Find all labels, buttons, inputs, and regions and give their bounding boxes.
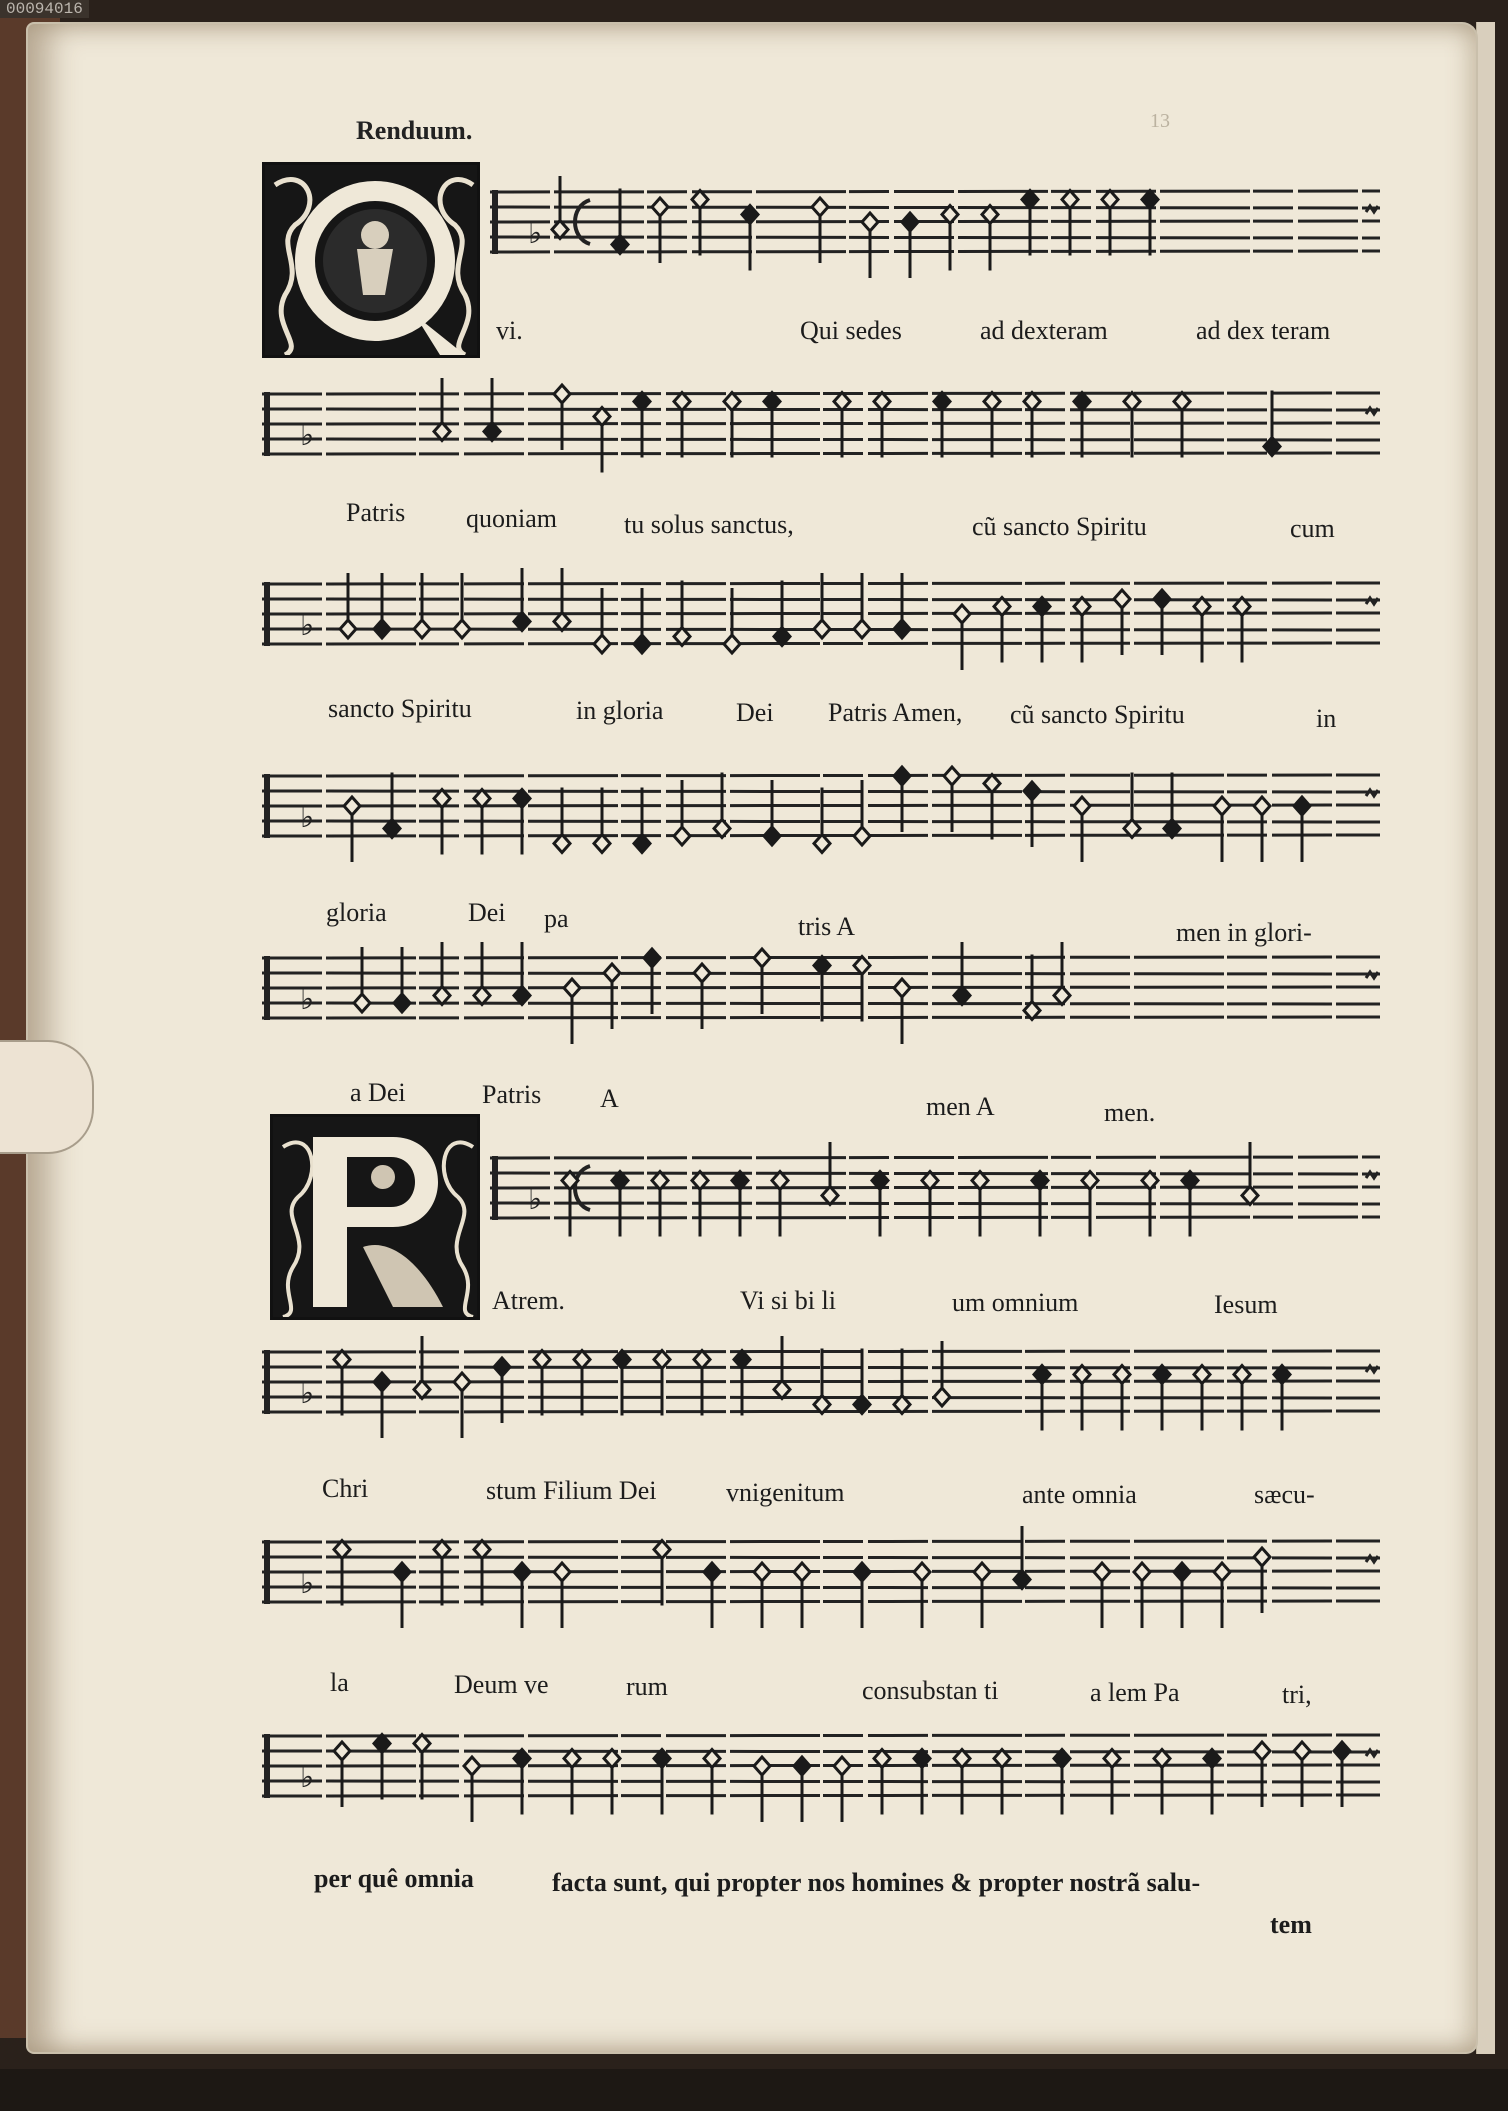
note [394,1563,410,1628]
note [604,964,620,1029]
music-staff [490,1142,1380,1252]
lyric-syllable: a lem Pa [1090,1678,1180,1707]
music-staff [490,176,1380,286]
lyric-syllable: sæcu- [1254,1480,1315,1509]
svg-text:♭: ♭ [528,216,543,251]
svg-text:♭: ♭ [528,1182,543,1217]
lyric-syllable: in gloria [576,696,664,725]
lyric-syllable: Chri [322,1474,369,1503]
note [694,964,710,1029]
note [1022,191,1038,256]
lyric-syllable: cũ sancto Spiritu [1010,700,1185,729]
lyric-syllable: a Dei [350,1078,406,1107]
lyric-syllable: pa [544,904,569,933]
note [1174,393,1190,458]
section-header: Renduum. [356,116,473,145]
note [984,393,1000,458]
note [894,979,910,1044]
note [934,393,950,458]
note [754,1563,770,1628]
music-staff [262,1336,1380,1446]
note [794,1563,810,1628]
note [974,1563,990,1628]
page-edge [1476,22,1495,2054]
lyric-syllable: rum [626,1672,668,1701]
svg-text:♭: ♭ [300,1376,315,1411]
svg-text:♭: ♭ [300,608,315,643]
note [704,1563,720,1628]
folio-number: 13 [1150,110,1170,132]
note [874,393,890,458]
note [754,1757,770,1822]
lyric-syllable: consubstan ti [862,1676,999,1705]
note [1074,797,1090,862]
note [812,198,828,263]
decorated-initial-p-icon [270,1114,480,1320]
lyric-syllable: Dei [468,898,506,927]
note [954,605,970,670]
note [564,979,580,1044]
lyric-syllable: tris A [798,912,856,941]
note [724,588,740,653]
lyric-syllable: tri, [1282,1680,1312,1709]
note [1254,1548,1270,1613]
note [862,213,878,278]
note [1254,797,1270,862]
lyric-syllable: vnigenitum [726,1478,845,1507]
lyric-syllable: per quê omnia [314,1864,474,1893]
lyric-syllable: men in glori- [1176,918,1312,947]
lyric-syllable: ad dexteram [980,316,1108,345]
svg-text:♭: ♭ [300,1566,315,1601]
svg-text:♭: ♭ [300,1760,315,1795]
note [1254,1742,1270,1807]
note [984,775,1000,840]
note [1024,782,1040,847]
note [464,1757,480,1822]
note [1154,590,1170,655]
note [634,588,650,653]
note [674,780,690,845]
note [1214,1563,1230,1628]
note [854,957,870,1022]
decorated-initial-q-icon [262,162,480,358]
note [1074,393,1090,458]
note [514,1563,530,1628]
lyric-syllable: vi. [496,316,523,345]
page-tab[interactable] [0,1040,94,1154]
lyric-syllable: tu solus sanctus, [624,510,794,539]
note [794,1757,810,1822]
note [1174,1563,1190,1628]
lyric-syllable: cum [1290,514,1335,543]
note [1214,797,1230,862]
music-staff [262,378,1380,488]
note [834,1757,850,1822]
lyric-syllable: gloria [326,898,387,927]
lyric-syllable: men A [926,1092,995,1121]
note [1024,393,1040,458]
note [374,1373,390,1438]
music-staff [262,760,1380,870]
svg-text:♭: ♭ [300,418,315,453]
scan-background [0,2069,1508,2111]
note [1134,1563,1150,1628]
note [1114,590,1130,655]
music-staff [262,1526,1380,1636]
lyric-syllable: ad dex teram [1196,316,1331,345]
lyric-syllable: Patris [482,1080,542,1109]
note [1294,797,1310,862]
music-staff [262,942,1380,1052]
lyric-syllable: sancto Spiritu [328,694,472,723]
lyric-syllable: men. [1104,1098,1156,1127]
scan-id: 00094016 [0,0,89,18]
lyric-syllable: tem [1270,1910,1312,1939]
note [1294,1742,1310,1807]
lyric-syllable: Patris Amen, [828,698,963,727]
note [594,588,610,653]
lyric-syllable: A [600,1084,619,1113]
note [1142,191,1158,256]
music-staff [262,1720,1380,1830]
music-staff [262,568,1380,678]
lyric-syllable: Dei [736,698,774,727]
note [1334,1742,1350,1807]
lyric-syllable: cũ sancto Spiritu [972,512,1147,541]
lyric-syllable: um omnium [952,1288,1079,1317]
note [902,213,918,278]
lyric-syllable: Iesum [1214,1290,1278,1319]
lyric-syllable: stum Filium Dei [486,1476,657,1505]
note [344,797,360,862]
note [554,1563,570,1628]
lyric-syllable: Patris [346,498,406,527]
note [454,1373,470,1438]
svg-text:♭: ♭ [300,982,315,1017]
lyric-syllable: la [330,1668,349,1697]
note [834,393,850,458]
lyric-syllable: in [1316,704,1337,733]
note [914,1563,930,1628]
lyric-syllable: Qui sedes [800,316,902,345]
lyric-syllable: quoniam [466,504,557,533]
note [854,780,870,845]
lyric-syllable: ante omnia [1022,1480,1137,1509]
note [764,780,780,845]
note [1062,191,1078,256]
svg-text:♭: ♭ [300,800,315,835]
note [854,1563,870,1628]
note [1102,191,1118,256]
note [1094,1563,1110,1628]
note [1124,393,1140,458]
lyric-syllable: Deum ve [454,1670,549,1699]
lyric-syllable: Atrem. [492,1286,565,1315]
lyric-syllable: facta sunt, qui propter nos homines & propter nostrã salu- [552,1868,1201,1897]
lyric-syllable: Vi si bi li [740,1286,836,1315]
